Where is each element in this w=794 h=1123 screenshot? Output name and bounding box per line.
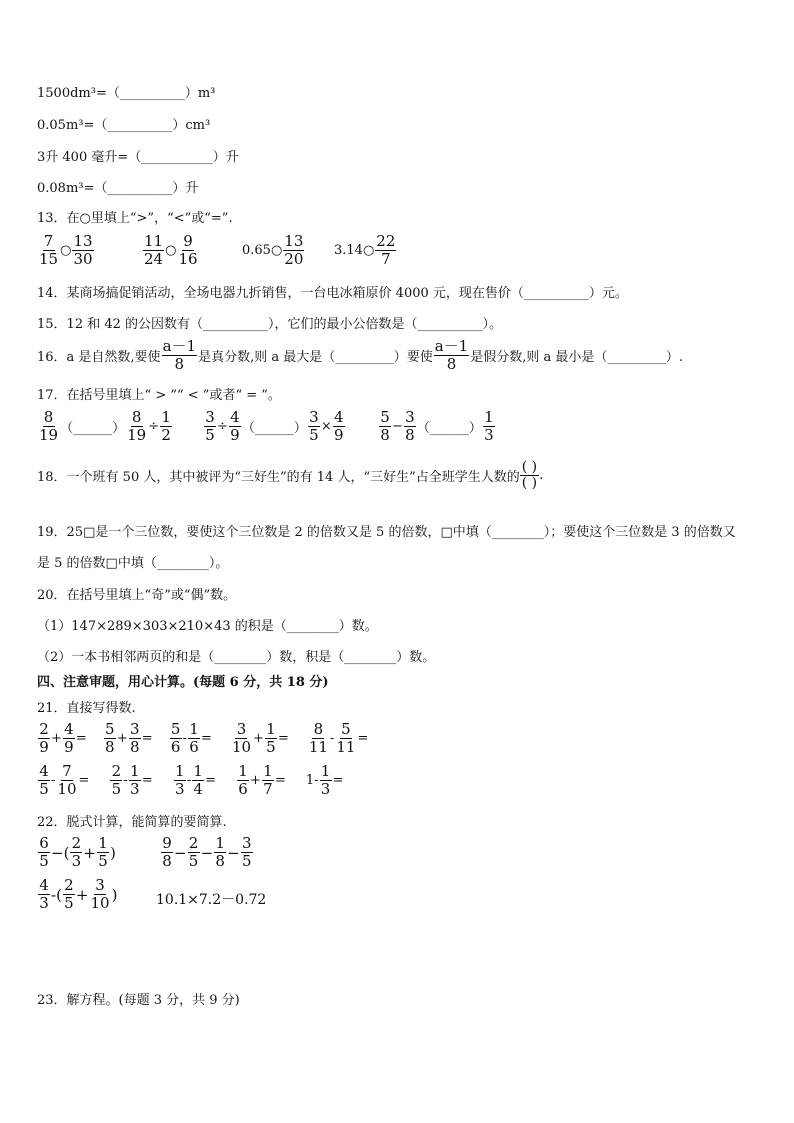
q21-expr: $\frac{8}{11}$ - $\frac{5}{11}$ =	[308, 720, 369, 756]
q23: 23．解方程。(每题 3 分，共 9 分)	[37, 993, 240, 1008]
section-4-heading: 四、注意审题，用心计算。(每题 6 分，共 18 分)	[37, 675, 329, 690]
q17-group-2: $\frac{3}{5}$ ÷ $\frac{4}{9}$ （______） $\frac{3}{5}$ × $\frac{4}{9}$	[205, 408, 344, 444]
unit-line-3: 3升 400 毫升=（___________）升	[37, 150, 239, 165]
q21-expr: 1- $\frac{1}{3}$ =	[305, 762, 344, 798]
q18: 18．一个班有 50 人，其中被评为“三好生”的有 14 人，“三好生”占全班学生人数的 $\frac{( )}{( )}$ .	[37, 459, 544, 491]
q17-group-3: $\frac{5}{8}$ − $\frac{3}{8}$ （______） $\frac{1}{3}$	[380, 408, 494, 444]
q21-expr: $\frac{2}{5}$ - $\frac{1}{3}$ =	[111, 762, 153, 798]
q13-item-2: $\frac{11}{24}$ ○ $\frac{9}{16}$	[144, 232, 198, 268]
q20-sub-2: （2）一本书相邻两页的和是（________）数，积是（________）数。	[37, 650, 436, 665]
q21-expr: $\frac{4}{5}$ - $\frac{7}{10}$ =	[39, 762, 90, 798]
q14: 14．某商场搞促销活动，全场电器九折销售，一台电冰箱原价 4000 元，现在售价（__________）元。	[37, 286, 628, 301]
q16: 16．a 是自然数,要使 $\frac{a-1}{8}$ 是真分数,则 a 最大是（_________）要使 $\frac{a-1}{8}$ 是假分数,则 a 最小是（_________）.	[37, 337, 683, 373]
q20-sub-1: （1）147×289×303×210×43 的积是（________）数。	[37, 619, 378, 634]
q21-expr: $\frac{5}{6}$ - $\frac{1}{6}$ =	[170, 720, 212, 756]
q21-title: 21．直接写得数.	[37, 701, 136, 716]
q19-line-2: 是 5 的倍数□中填（________）。	[37, 556, 229, 571]
q21-expr: $\frac{3}{10}$ + $\frac{1}{5}$ =	[231, 720, 289, 756]
q22-title: 22．脱式计算，能简算的要简算.	[37, 815, 227, 830]
q20-title: 20．在括号里填上“奇”或“偶”数。	[37, 588, 237, 603]
q21-expr: $\frac{1}{3}$ - $\frac{1}{4}$ =	[174, 762, 217, 798]
q21-expr: $\frac{5}{8}$ + $\frac{3}{8}$ =	[105, 720, 153, 756]
q13-item-3: 0.65○ $\frac{13}{20}$	[242, 232, 304, 268]
q17-group-1: $\frac{8}{19}$ （______） $\frac{8}{19}$ ÷ $\frac{1}{2}$	[39, 408, 171, 444]
q22-expr-4: 10.1×7.2－0.72	[156, 892, 267, 908]
q21-expr: $\frac{2}{9}$ + $\frac{4}{9}$ =	[39, 720, 87, 756]
unit-line-4: 0.08m³=（__________）升	[37, 181, 199, 196]
unit-line-1: 1500dm³=（__________）m³	[37, 86, 216, 101]
q21-row-1	[37, 722, 368, 755]
q22-expr-1: $\frac{6}{5}$ −( $\frac{2}{3}$ + $\frac{1}{5}$ )	[39, 834, 116, 870]
q13-item-4: 3.14○ $\frac{22}{7}$	[334, 232, 396, 268]
q21-expr: $\frac{1}{6}$ + $\frac{1}{7}$ =	[238, 762, 286, 798]
q19-line-1: 19．25□是一个三位数，要使这个三位数是 2 的倍数又是 5 的倍数，□中填（________）；要使这个三位数是 3 的倍数又	[37, 525, 736, 540]
q17-title: 17．在括号里填上“ > ”“ < ”或者“ = ”。	[37, 388, 281, 403]
q13-item-1: $\frac{7}{15}$ ○ $\frac{13}{30}$	[39, 232, 93, 268]
q15: 15．12 和 42 的公因数有（__________），它们的最小公倍数是（__________）。	[37, 317, 503, 332]
q21-row-2	[37, 764, 343, 797]
unit-line-2: 0.05m³=（__________）cm³	[37, 118, 211, 133]
q22-expr-2: $\frac{9}{8}$ − $\frac{2}{5}$ − $\frac{1}{8}$ − $\frac{3}{5}$	[162, 834, 252, 870]
q22-expr-3: $\frac{4}{3}$ -( $\frac{2}{5}$ + $\frac{3}{10}$ )	[39, 876, 118, 912]
q13-title: 13．在○里填上“>”，“<”或“=”.	[37, 211, 233, 226]
